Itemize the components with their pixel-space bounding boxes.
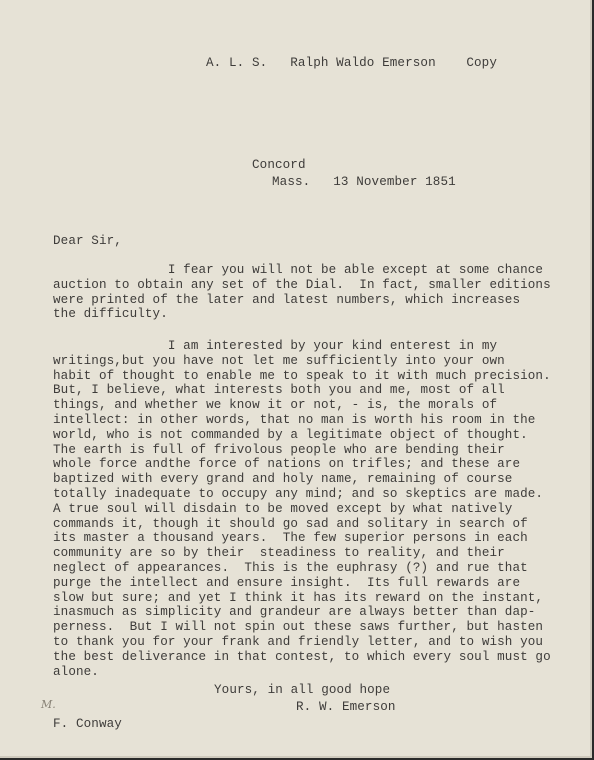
paragraph-2: I am interested by your kind enterest in my writings,but you have not let me sufficiently into your own habit of thought to enable me to speak to it with much precision. But, I believe, what interests both you and me, most of all things, and whether we know it or not, - is, the morals of intellect: in other words, that no man is worth his room in the world, who is not commanded by a legitimate object of thought. The earth is full of frivolous people who are bending their whole force andthe force of nations on trifles; and these are baptized with every grand and holy name, remaining of course totally inadequate to occupy any mind; and so skeptics are made. A true soul will disdain to be moved except by what natively commands it, though it should go sad and solitary in search of its master a thousand years. The few superior persons in each community are so by their steadiness to reality, and their neglect of appearances. This is the euphrasy (?) and rue that purge the intellect and ensure insight. Its full rewards are slow but sure; and yet I think it has its reward on the instant, inasmuch as simplicity and grandeur are always better than dap- perness. But I will not spin out these saws further, but hasten to thank you for your frank and friendly letter, and to wish you the best deliverance in that contest, to which every soul must go alone. — [53, 339, 551, 679]
closing: Yours, in all good hope — [214, 683, 391, 697]
date-line: Mass. 13 November 1851 — [272, 175, 456, 189]
addressee: F. Conway — [53, 717, 122, 731]
handwritten-annotation: M. — [41, 698, 56, 711]
signature: R. W. Emerson — [296, 700, 396, 714]
place-line: Concord — [252, 158, 306, 172]
salutation: Dear Sir, — [53, 234, 122, 248]
paragraph-1: I fear you will not be able except at some chance auction to obtain any set of the Dial. In fact, smaller editions were printed of the later and latest numbers, which increases the difficulty. — [53, 263, 551, 322]
document-header: A. L. S. Ralph Waldo Emerson Copy — [206, 56, 497, 70]
